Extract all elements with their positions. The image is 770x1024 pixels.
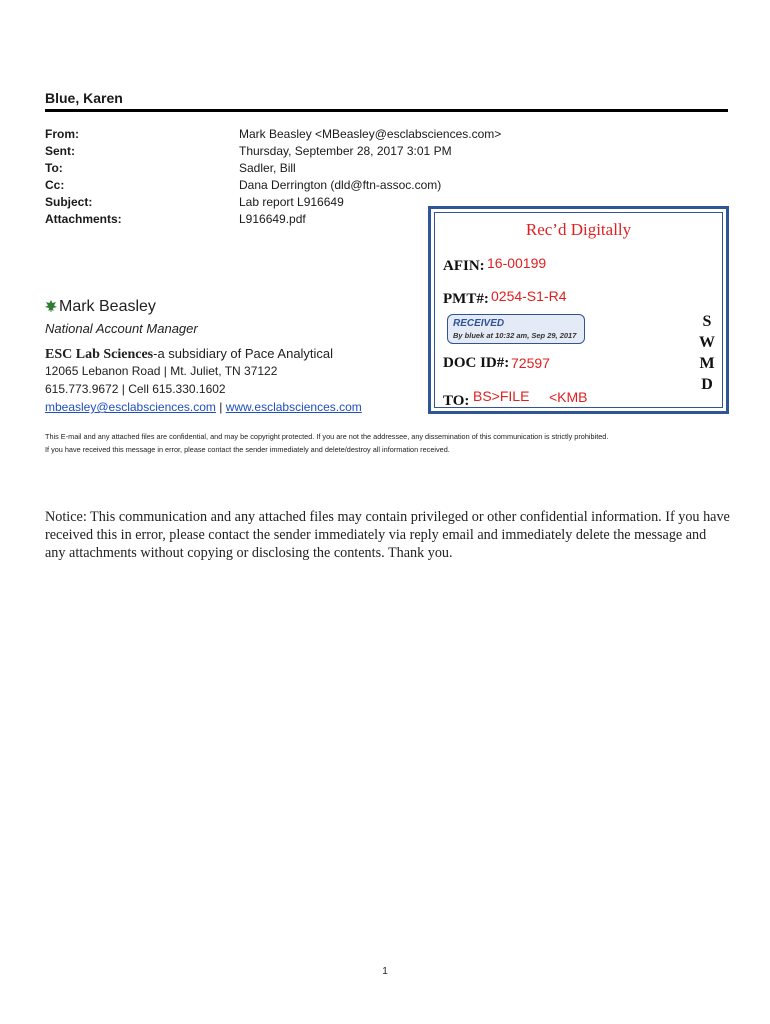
document-owner: Blue, Karen	[45, 90, 123, 106]
side-letter-m: M	[699, 355, 715, 372]
subject-label: Subject:	[45, 195, 93, 209]
stamp-to-value-2: <KMB	[549, 389, 588, 405]
stamp-to-value-1: BS>FILE	[473, 388, 530, 404]
to-label: To:	[45, 161, 63, 175]
to-value: Sadler, Bill	[239, 161, 296, 175]
leaf-icon	[45, 300, 57, 312]
company-name: ESC Lab Sciences	[45, 347, 154, 362]
received-stamp	[428, 206, 729, 414]
stamp-title: Rec’d Digitally	[525, 220, 632, 239]
subject-value: Lab report L916649	[239, 195, 344, 209]
pmt-label: PMT#:	[443, 291, 489, 307]
attachments-label: Attachments:	[45, 212, 122, 226]
afin-label: AFIN:	[443, 258, 485, 274]
pmt-value: 0254-S1-R4	[491, 288, 567, 304]
from-label: From:	[45, 127, 79, 141]
side-letter-w: W	[699, 334, 715, 351]
confidentiality-line-1: This E-mail and any attached files are confidential, and may be copyright protected. If you are not the addressee, any dissemination of this communication is strictly prohibited.	[45, 432, 609, 441]
company-subtitle: -a subsidiary of Pace Analytical	[153, 346, 334, 361]
signature-links	[45, 400, 362, 414]
website-link[interactable]: www.esclabsciences.com	[225, 400, 362, 414]
received-badge-detail: By bluek at 10:32 am, Sep 29, 2017	[453, 331, 577, 340]
received-badge-title: RECEIVED	[453, 318, 505, 329]
cc-value: Dana Derrington (dld@ftn-assoc.com)	[239, 178, 442, 192]
page-number: 1	[382, 966, 388, 977]
sent-label: Sent:	[45, 144, 75, 158]
sent-value: Thursday, September 28, 2017 3:01 PM	[239, 144, 452, 158]
side-letter-d: D	[701, 376, 713, 393]
received-badge	[447, 314, 585, 344]
link-separator: |	[215, 400, 226, 414]
doc-id-value: 72597	[511, 355, 550, 371]
header-rule	[45, 109, 728, 112]
signature-name-row	[45, 298, 156, 316]
signature-company	[45, 346, 333, 363]
confidentiality-line-2: If you have received this message in error, please contact the sender immediately and delete/destroy all information received.	[45, 445, 450, 454]
legal-notice: Notice: This communication and any attached files may contain privileged or other confidential information. If you have received this in error, please contact the sender immediately via reply email and immediately delete the message and any attachments without copying or disclosing the contents. Thank you.	[45, 509, 730, 561]
signature-name: Mark Beasley	[59, 298, 156, 315]
signature-title: National Account Manager	[45, 321, 198, 336]
afin-value: 16-00199	[487, 255, 547, 271]
stamp-inner-border	[434, 212, 723, 408]
cc-label: Cc:	[45, 178, 65, 192]
stamp-to-label: TO:	[443, 393, 470, 409]
signature-phones: 615.773.9672 | Cell 615.330.1602	[45, 382, 226, 396]
side-letter-s: S	[702, 313, 712, 330]
signature-address: 12065 Lebanon Road | Mt. Juliet, TN 37122	[45, 364, 278, 378]
stamp-side-letters	[699, 311, 715, 395]
from-value: Mark Beasley <MBeasley@esclabsciences.com>	[239, 127, 502, 141]
email-link[interactable]: mbeasley@esclabsciences.com	[45, 400, 216, 414]
doc-id-label: DOC ID#:	[443, 355, 510, 371]
attachment-file-link[interactable]: L916649.pdf	[239, 212, 306, 226]
